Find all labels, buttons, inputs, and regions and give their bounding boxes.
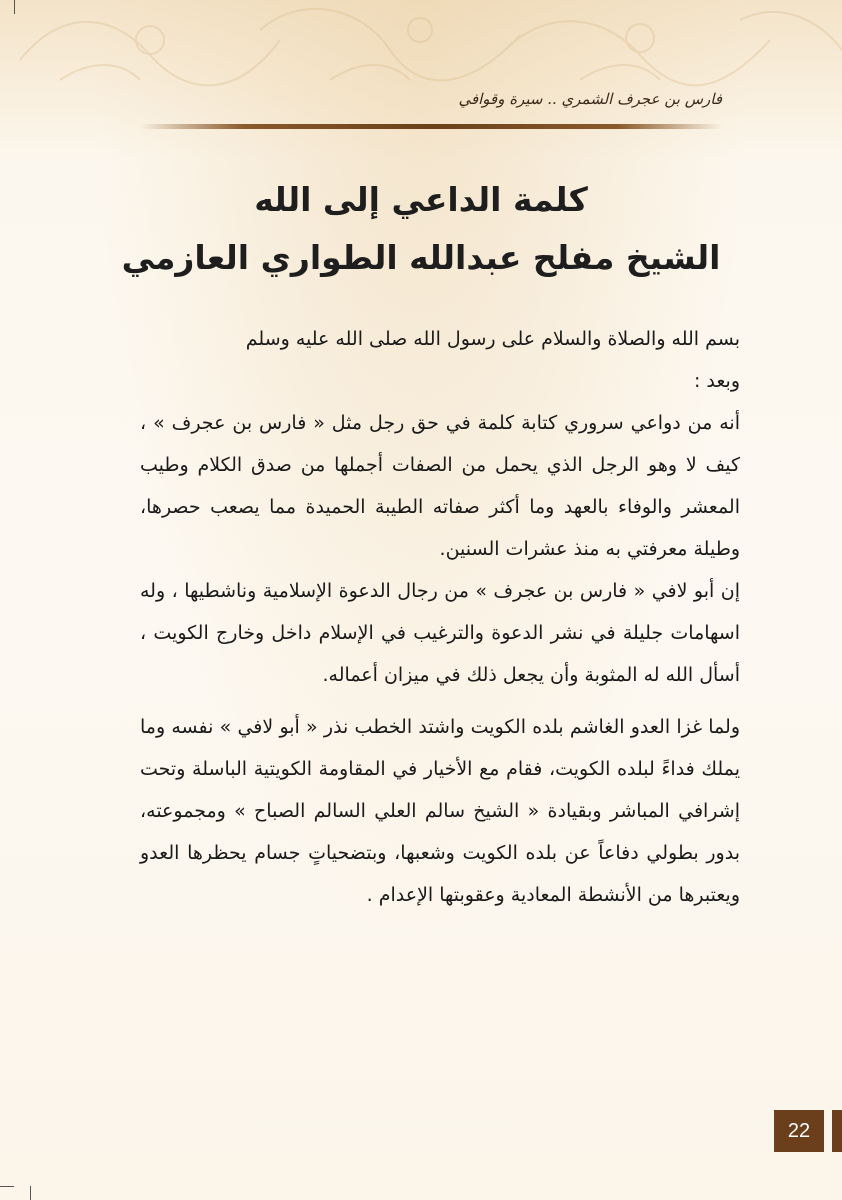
crop-mark-bottom-left-v bbox=[30, 1186, 31, 1200]
header-divider bbox=[140, 124, 722, 129]
crop-mark-top-left bbox=[14, 0, 15, 14]
paragraph-basmala: بسم الله والصلاة والسلام على رسول الله صلى الله عليه وسلم bbox=[245, 328, 740, 350]
paragraph-praise: أنه من دواعي سروري كتابة كلمة في حق رجل مثل « فارس بن عجرف » ، كيف لا وهو الرجل الذي يحمل من الصفات أجملها من صدق الكلام وطيب المعشر والوفاء بالعهد وما أكثر صفاته الطيبة الحميدة مما يصعب حصرها، وطيلة معرفتي به منذ عشرات السنين. bbox=[140, 412, 740, 560]
page-subtitle: الشيخ مفلح عبدالله الطواري العازمي bbox=[121, 238, 721, 277]
page-number: 22 bbox=[774, 1110, 824, 1152]
crop-mark-bottom-left-h bbox=[0, 1186, 14, 1187]
body-text bbox=[140, 318, 740, 916]
paragraph-opening: وبعد : bbox=[693, 370, 740, 392]
paragraph-resistance: ولما غزا العدو الغاشم بلده الكويت واشتد الخطب نذر « أبو لافي » نفسه وما يملك فداءً لبلده الكويت، فقام مع الأخيار في المقاومة الكويتية الباسلة وتحت إشرافي المباشر وبقيادة « الشيخ سالم العلي السالم الصباح » ومجموعته، بدور بطولي دفاعاً عن بلده الكويت وشعبها، وبتضحياتٍ جسام يحظرها العدو ويعتبرها من الأنشطة المعادية وعقوبتها الإعدام . bbox=[140, 716, 740, 906]
running-header: فارس بن عجرف الشمري .. سيرة وقوافي bbox=[458, 90, 722, 108]
page-edge-stripe bbox=[832, 1110, 842, 1152]
page-title: كلمة الداعي إلى الله bbox=[254, 180, 588, 219]
decorative-arabesque-pattern bbox=[0, 0, 842, 90]
paragraph-dawah: إن أبو لافي « فارس بن عجرف » من رجال الدعوة الإسلامية وناشطيها ، وله اسهامات جليلة في نشر الدعوة والترغيب في الإسلام داخل وخارج الكويت ، أسأل الله له المثوبة وأن يجعل ذلك في ميزان أعماله. bbox=[140, 580, 740, 686]
